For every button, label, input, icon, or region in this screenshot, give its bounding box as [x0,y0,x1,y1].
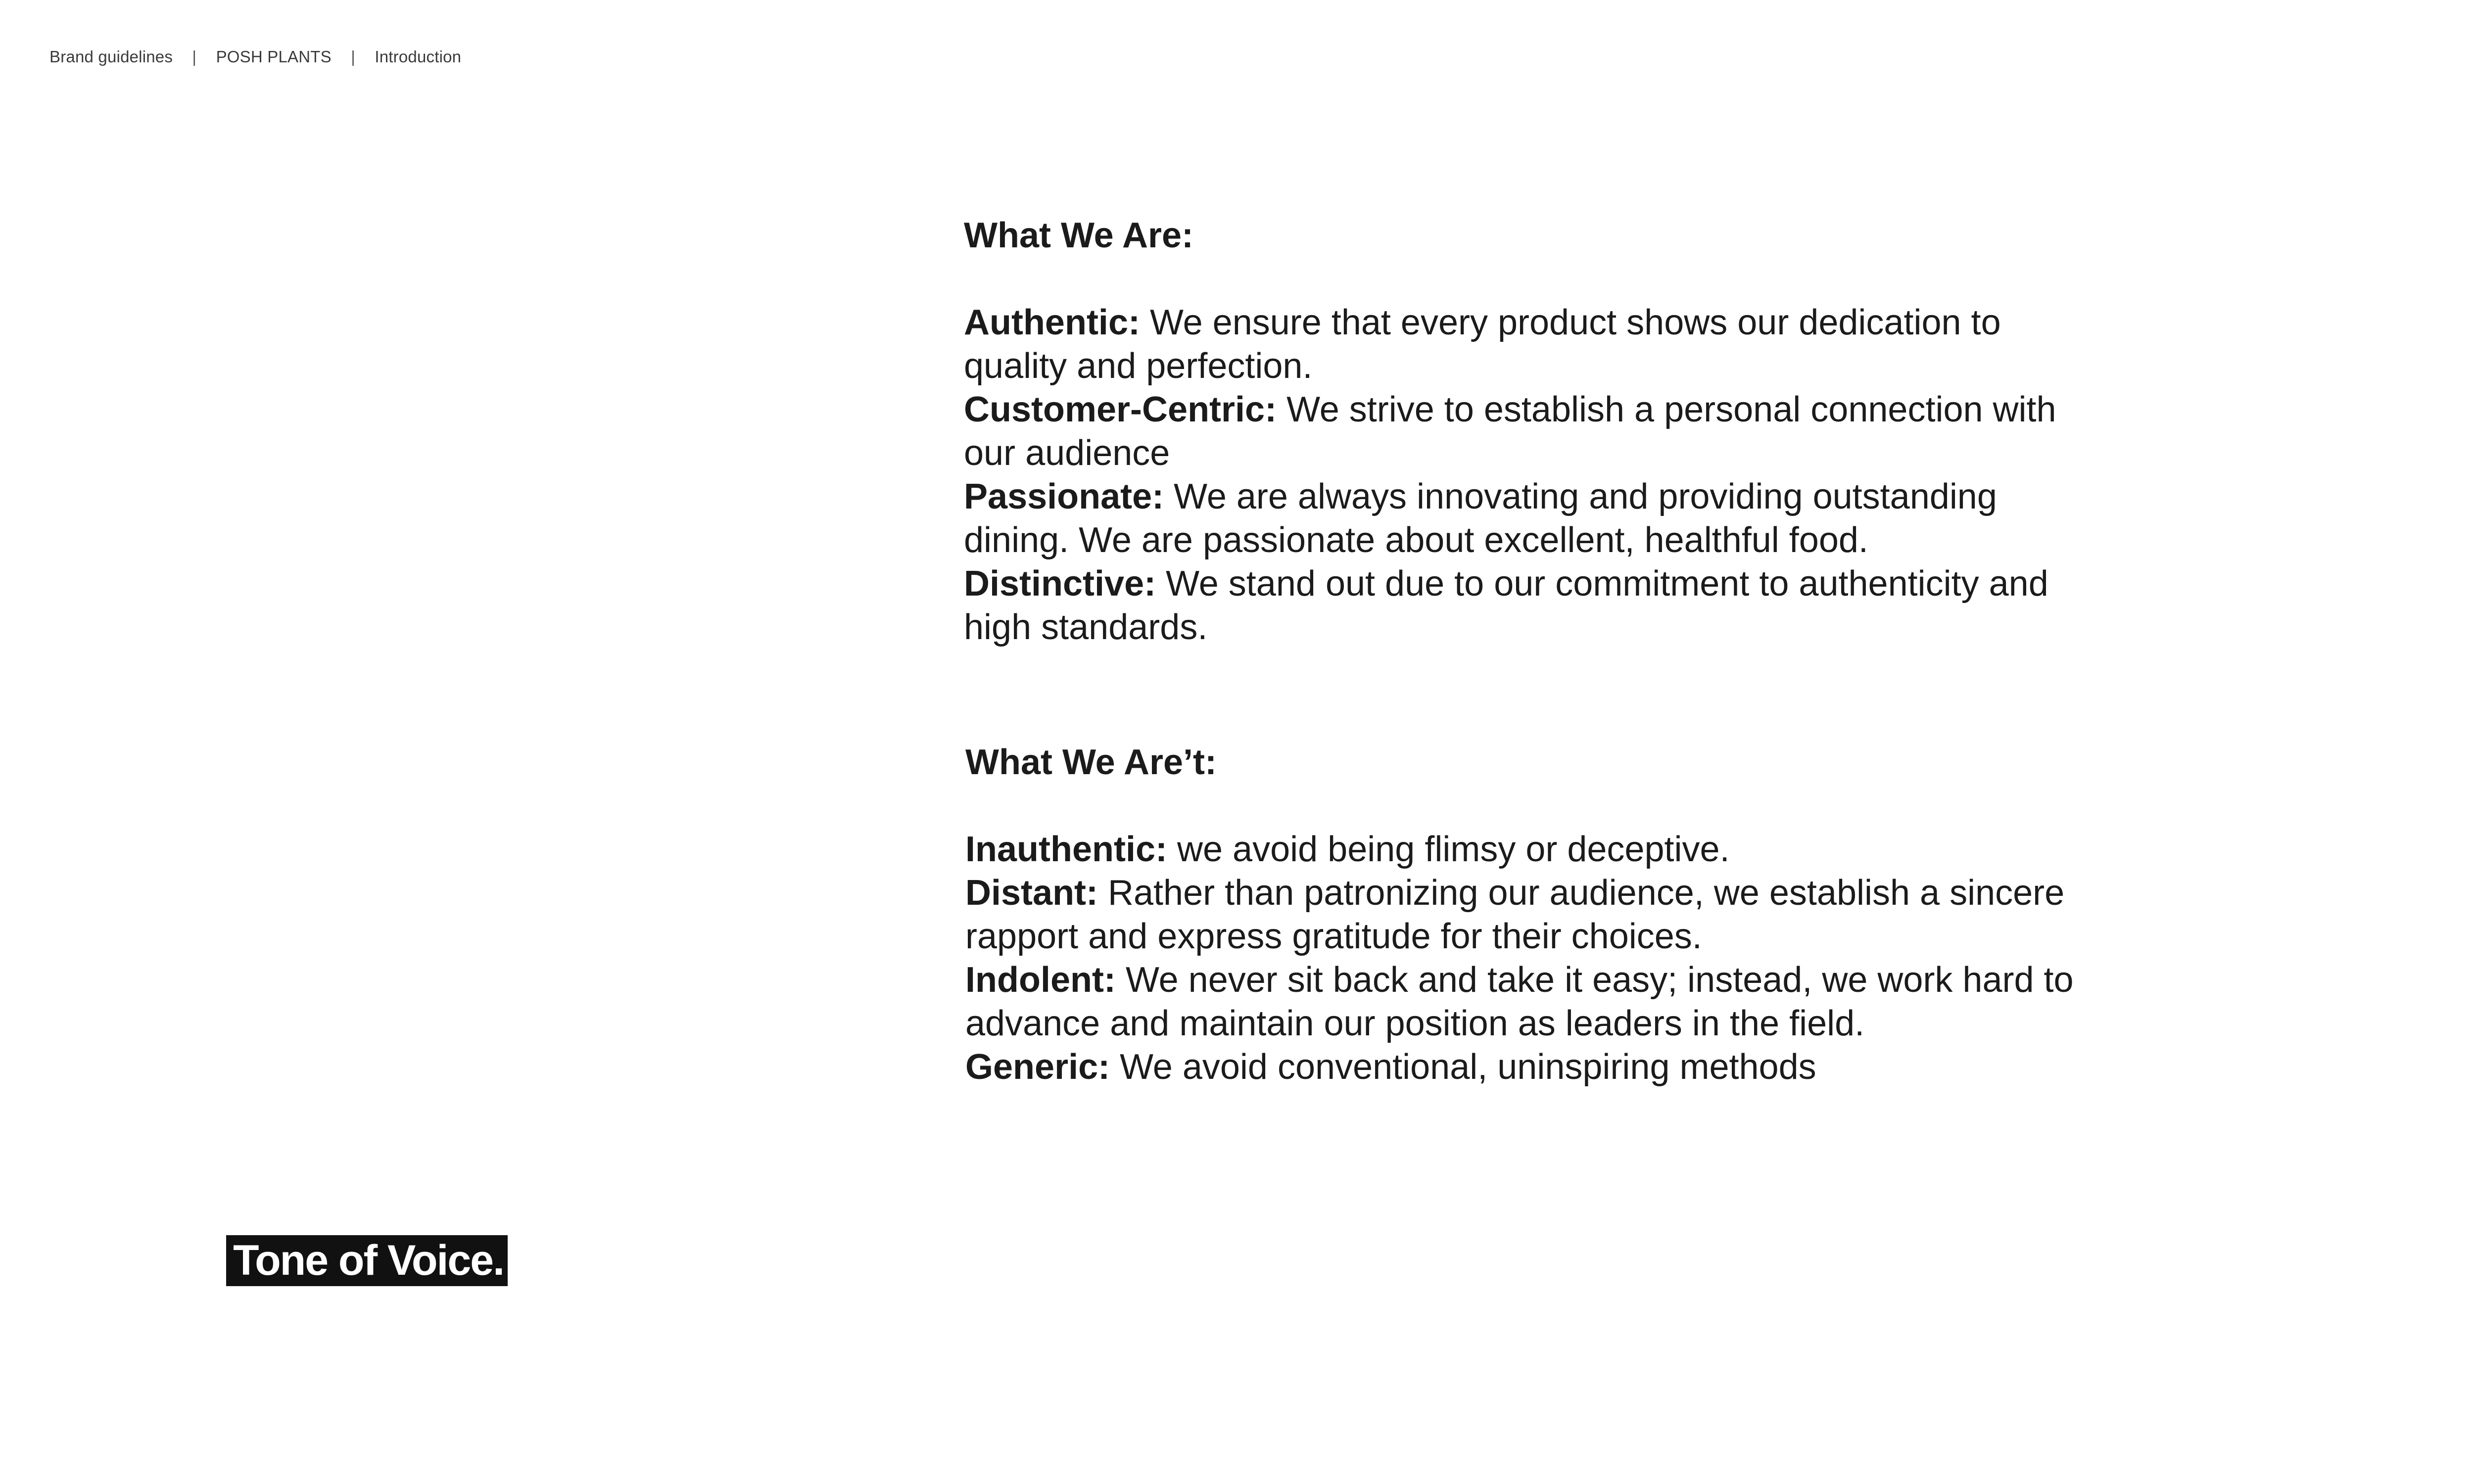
what-we-arent-section [965,741,2103,1089]
anti-trait-item-generic [965,1045,2103,1089]
header-separator: | [351,47,355,66]
anti-trait-term: Generic: [965,1047,1110,1087]
trait-term: Customer-Centric: [964,390,1277,429]
trait-term: Authentic: [964,303,1140,342]
trait-item-passionate [964,475,2102,562]
header-brand: POSH PLANTS [216,47,332,66]
tone-of-voice-label: Tone of Voice. [226,1235,508,1286]
trait-description: We are always innovating and providing outstanding dining. We are passionate about excellent, healthful food. [964,477,1997,560]
trait-term: Passionate: [964,477,1164,516]
anti-trait-item-indolent [965,958,2103,1045]
what-we-arent-title: What We Are’t: [965,742,1217,782]
header-separator: | [192,47,197,66]
what-we-are-section [964,214,2102,649]
trait-description: We ensure that every product shows our dedication to quality and perfection. [964,303,2001,386]
header-breadcrumb [49,47,461,66]
anti-trait-item-inauthentic [965,828,2103,871]
trait-description: We stand out due to our commitment to authenticity and high standards. [964,564,2048,647]
trait-description: We strive to establish a personal connection with our audience [964,390,2056,473]
anti-trait-term: Inauthentic: [965,830,1167,869]
trait-term: Distinctive: [964,564,1156,603]
trait-item-distinctive [964,562,2102,649]
header-section: Introduction [375,47,462,66]
anti-trait-description: Rather than patronizing our audience, we establish a sincere rapport and express gratitude for their choices. [965,873,2065,956]
anti-trait-item-distant [965,871,2103,958]
anti-trait-term: Distant: [965,873,1098,913]
anti-trait-description: we avoid being flimsy or deceptive. [1167,830,1730,869]
anti-trait-description: We never sit back and take it easy; instead, we work hard to advance and maintain our position as leaders in the field. [965,960,2074,1043]
trait-item-customer-centric [964,388,2102,475]
anti-trait-term: Indolent: [965,960,1116,1000]
trait-item-authentic [964,301,2102,388]
header-doc-title: Brand guidelines [49,47,173,66]
anti-trait-description: We avoid conventional, uninspiring methods [1110,1047,1816,1087]
what-we-are-title: What We Are: [964,216,1194,255]
